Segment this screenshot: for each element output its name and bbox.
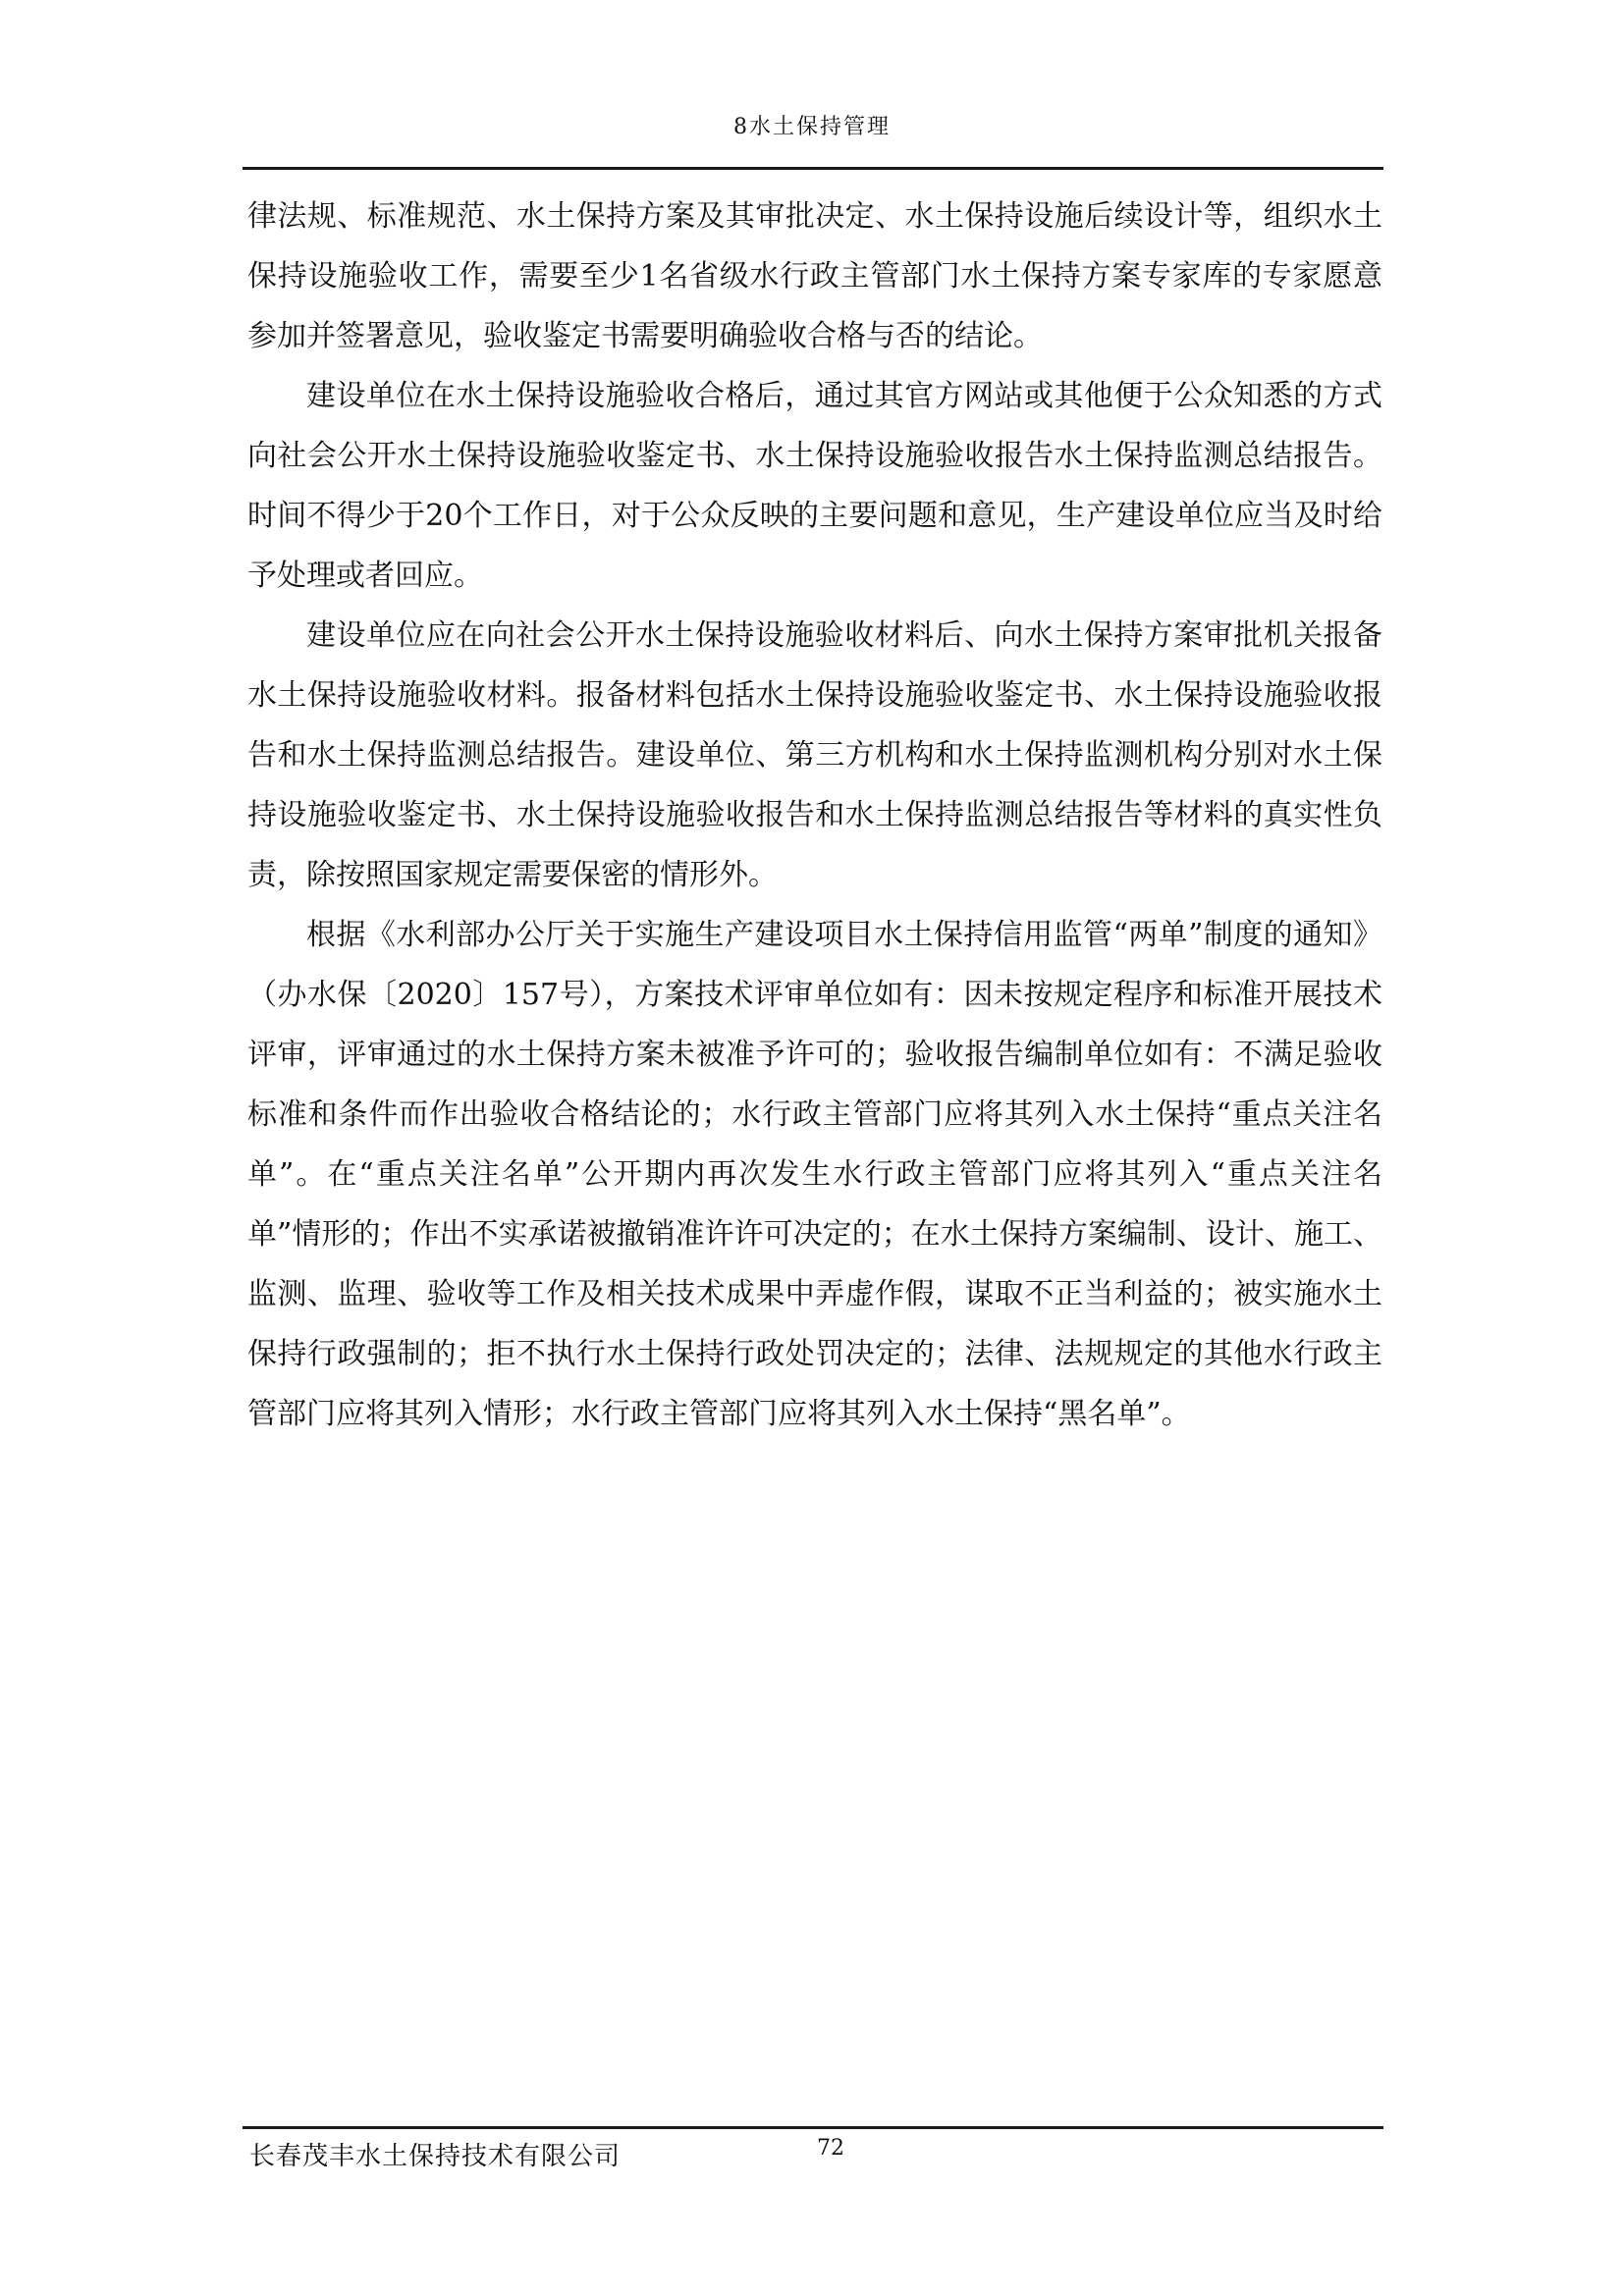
footer-divider [243,2126,1383,2129]
paragraph-continuation: 律法规、标准规范、水土保持方案及其审批决定、水土保持设施后续设计等，组织水土保持设施验收工作，需要至少1名省级水行政主管部门水土保持方案专家库的专家愿意参加并签署意见，验收鉴定书需要明确验收合格与否的结论。 [247,199,1382,353]
footer-page-number: 72 [817,2136,844,2161]
paragraph-filing-materials: 建设单位应在向社会公开水土保持设施验收材料后、向水土保持方案审批机关报备水土保持设施验收材料。报备材料包括水土保持设施验收鉴定书、水土保持设施验收报告和水土保持监测总结报告。建设单位、第三方机构和水土保持监测机构分别对水土保持设施验收鉴定书、水土保持设施验收报告和水土保持监测总结报告等材料的真实性负责，除按照国家规定需要保密的情形外。 [247,618,1382,892]
footer-company-name: 长春茂丰水土保持技术有限公司 [249,2142,622,2171]
header-divider [243,167,1383,170]
document-body [247,187,1382,1444]
paragraph-public-disclosure: 建设单位在水土保持设施验收合格后，通过其官方网站或其他便于公众知悉的方式向社会公开水土保持设施验收鉴定书、水土保持设施验收报告水土保持监测总结报告。时间不得少于20个工作日，对于公众反映的主要问题和意见，生产建设单位应当及时给予处理或者回应。 [247,379,1382,593]
paragraph-credit-supervision: 根据《水利部办公厅关于实施生产建设项目水土保持信用监管“两单”制度的通知》（办水保〔2020〕157号），方案技术评审单位如有：因未按规定程序和标准开展技术评审，评审通过的水土保持方案未被准予许可的；验收报告编制单位如有：不满足验收标准和条件而作出验收合格结论的；水行政主管部门应将其列入水土保持“重点关注名单”。在“重点关注名单”公开期内再次发生水行政主管部门应将其列入“重点关注名单”情形的；作出不实承诺被撤销准许许可决定的；在水土保持方案编制、设计、施工、监测、监理、验收等工作及相关技术成果中弄虚作假，谋取不正当利益的；被实施水土保持行政强制的；拒不执行水土保持行政处罚决定的；法律、法规规定的其他水行政主管部门应将其列入情形；水行政主管部门应将其列入水土保持“黑名单”。 [247,918,1382,1431]
page-header-title: 8水土保持管理 [733,115,891,139]
